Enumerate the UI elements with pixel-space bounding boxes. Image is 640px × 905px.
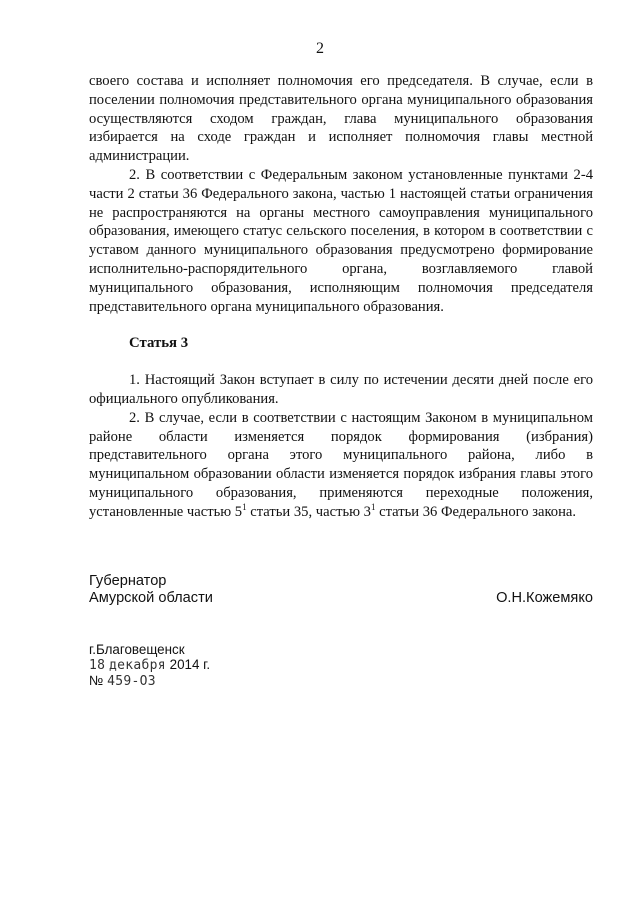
paragraph-continuation: своего состава и исполняет полномочия его председателя. В случае, если в поселении полномочия представительного органа муниципального образования осуществляются сходом граждан, глава муниципального образования избирается на сходе граждан и исполняет полномочия главы местной администрации.	[89, 73, 593, 165]
date-year: 2014 г.	[169, 657, 211, 672]
article-3-item-1: 1. Настоящий Закон вступает в силу по истечении десяти дней после его официального опубликования.	[89, 372, 593, 407]
document-body	[89, 72, 593, 522]
page-number: 2	[316, 40, 324, 57]
number-value: 459-ОЗ	[107, 674, 156, 689]
article-3-item-2-text-a: 2. В случае, если в соответствии с настоящим Законом в муниципальном районе области изменяется порядок формирования (избрания) представительного органа этого муниципального района, либо в муниципальном образовании области изменяется порядок избрания главы этого муниципального образования, применяются переходные положения, установленные частью 5	[89, 409, 593, 520]
paragraph-2: 2. В соответствии с Федеральным законом установленные пунктами 2-4 части 2 статьи 36 Федерального закона, частью 1 настоящей статьи ограничения не распространяются на органы местного самоуправления муниципального образования, имеющего статус сельского поселения, в котором в соответствии с уставом данного муниципального образования предусмотрено формирование исполнительно-распорядительного органа, возглавляемого главой муниципального образования, исполняющим полномочия председателя представительного органа муниципального образования.	[89, 166, 593, 315]
signature-block	[89, 573, 593, 607]
article-3-item-2-text-b: статьи 35, частью 3	[246, 503, 371, 520]
date-month: декабря	[109, 658, 166, 673]
superscript-1: 1	[242, 501, 247, 512]
date-day: 18	[89, 658, 106, 673]
footer-city: г.Благовещенск	[89, 642, 185, 657]
signatory-name: О.Н.Кожемяко	[496, 590, 593, 606]
article-3-item-2-text-c: статьи 36 Федерального закона.	[375, 503, 577, 520]
signatory-title-line-2: Амурской области	[89, 590, 213, 606]
number-label: №	[89, 673, 104, 688]
footer-number	[89, 673, 210, 689]
article-3-heading: Статья 3	[129, 335, 189, 352]
article-3-item-2	[89, 409, 593, 522]
superscript-2: 1	[370, 501, 376, 512]
signatory-title-line-1: Губернатор	[89, 573, 167, 589]
document-footer	[89, 642, 210, 689]
footer-date	[89, 657, 210, 673]
